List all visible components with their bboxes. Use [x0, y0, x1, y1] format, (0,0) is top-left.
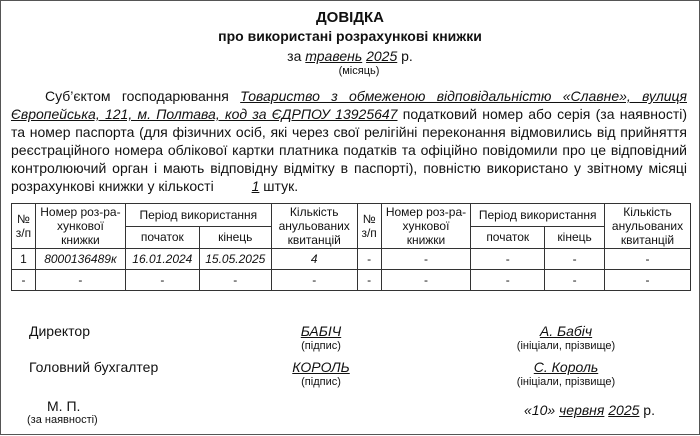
- table-cell: 1: [12, 249, 36, 270]
- header-num-2: № з/п: [357, 204, 381, 249]
- period-suffix: р.: [401, 48, 413, 64]
- chief-signature: КОРОЛЬ: [292, 359, 350, 375]
- table-cell: 4: [271, 249, 357, 270]
- header-book-number: Номер роз-ра-хункової книжки: [35, 204, 125, 249]
- reporting-period: [11, 48, 689, 65]
- table-cell: -: [605, 270, 691, 291]
- period-caption: (місяць): [338, 65, 380, 77]
- table-cell: 15.05.2025: [199, 249, 271, 270]
- chief-sign-caption: (підпис): [301, 376, 341, 388]
- director-name: А. Бабіч: [539, 323, 593, 339]
- director-signature: БАБІЧ: [300, 323, 342, 339]
- director-name-caption: (ініціали, прізвище): [516, 340, 616, 352]
- table-cell: -: [381, 249, 471, 270]
- table-cell: -: [545, 249, 605, 270]
- table-cell: 16.01.2024: [125, 249, 199, 270]
- table-cell: -: [357, 249, 381, 270]
- books-table: [11, 203, 691, 291]
- table-cell: -: [271, 270, 357, 291]
- body-intro: Суб’єктом господарювання: [45, 88, 229, 104]
- table-cell: -: [125, 270, 199, 291]
- table-row: [12, 249, 691, 270]
- table-cell: -: [471, 270, 545, 291]
- table-cell: 8000136489к: [35, 249, 125, 270]
- table-cell: -: [12, 270, 36, 291]
- header-end-2: кінець: [545, 226, 605, 249]
- chief-accountant-label: Головний бухгалтер: [29, 359, 159, 375]
- period-year: 2025: [366, 48, 398, 64]
- table-cell: -: [605, 249, 691, 270]
- table-cell: -: [545, 270, 605, 291]
- signatures-block: [1, 319, 700, 436]
- table-cell: -: [381, 270, 471, 291]
- certificate-body: [11, 87, 689, 195]
- stamp-place: М. П.: [47, 398, 81, 414]
- header-end: кінець: [199, 226, 271, 249]
- entity-name: Товариство з обмеженою відповідальністю «Славне», вулиця Європейська, 121, м. Полтава, код за ЄДРПОУ 13925647: [11, 88, 687, 122]
- period-prefix: за: [287, 48, 302, 64]
- header-period-2: Період використання: [471, 204, 605, 227]
- date-day: «10»: [524, 402, 556, 418]
- header-cancelled: Кількість анульованих квитанцій: [271, 204, 357, 249]
- header-start-2: початок: [471, 226, 545, 249]
- date-month: червня: [559, 402, 605, 418]
- stamp-caption: (за наявності): [27, 414, 98, 426]
- director-sign-caption: (підпис): [301, 340, 341, 352]
- header-period: Період використання: [125, 204, 271, 227]
- books-count: 1: [251, 178, 260, 194]
- header-book-number-2: Номер роз-ра-хункової книжки: [381, 204, 471, 249]
- header-cancelled-2: Кількість анульованих квитанцій: [605, 204, 691, 249]
- table-row: [12, 270, 691, 291]
- director-label: Директор: [29, 323, 90, 339]
- table-cell: -: [35, 270, 125, 291]
- table-cell: -: [357, 270, 381, 291]
- table-cell: -: [471, 249, 545, 270]
- table-header-row: [12, 204, 691, 227]
- date-year: 2025: [608, 402, 640, 418]
- date-suffix: р.: [643, 402, 655, 418]
- header-num: № з/п: [12, 204, 36, 249]
- document-subtitle: про використані розрахункові книжки: [218, 28, 482, 44]
- document-title: ДОВІДКА: [315, 9, 385, 26]
- header-start: початок: [125, 226, 199, 249]
- signing-date: [524, 402, 655, 418]
- body-end: штук.: [263, 178, 299, 194]
- period-month: травень: [305, 48, 363, 64]
- chief-name: С. Король: [533, 359, 599, 375]
- chief-name-caption: (ініціали, прізвище): [516, 376, 616, 388]
- table-cell: -: [199, 270, 271, 291]
- body-main: податковий номер або серія (за наявності) та номер паспорта (для фізичних осіб, які через свої релігійні переконання відмовились від прийняття реєстраційного номера облікової картки платника податків та офіційно повідомили про це відповідний контролюючий орган і мають відповідну відмітку в паспорті), повністю використано у звітному місяці розрахункові книжки у кількості: [11, 106, 688, 194]
